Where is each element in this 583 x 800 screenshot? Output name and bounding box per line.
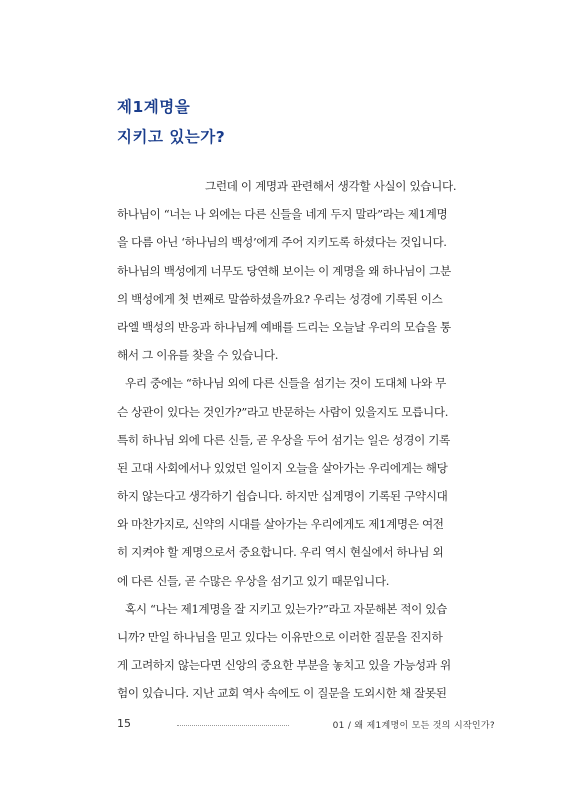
body-line: 니까? 만일 하나님을 믿고 있다는 이유만으로 이러한 질문을 진지하: [117, 630, 443, 644]
body-line: 험이 있습니다. 지난 교회 역사 속에도 이 질문을 도외시한 채 잘못된: [117, 686, 447, 701]
body-text: [117, 172, 480, 708]
running-head: 01 / 왜 제1계명이 모든 것의 시작인가?: [332, 721, 495, 731]
body-line: 하나님의 백성에게 너무도 당연해 보이는 이 계명을 왜 하나님이 그분: [117, 263, 451, 278]
body-line: 하나님이 “너는 나 외에는 다른 신들을 네게 두지 말라”라는 제1계명: [117, 207, 448, 222]
body-line: 우리 중에는 “하나님 외에 다른 신들을 섬기는 것이 도대체 나와 무: [125, 376, 447, 391]
body-line: 된 고대 사회에서나 있었던 일이지 오늘을 살아가는 우리에게는 해당: [117, 460, 448, 475]
body-line: 혹시 “나는 제1계명을 잘 지키고 있는가?”라고 자문해본 적이 있습: [125, 601, 447, 616]
body-line: 와 마찬가지로, 신약의 시대를 살아가는 우리에게도 제1계명은 여전: [117, 517, 444, 532]
body-line: 그런데 이 계명과 관련해서 생각할 사실이 있습니다.: [205, 179, 457, 193]
page-footer: [117, 717, 495, 733]
body-line: 라엘 백성의 반응과 하나님께 예배를 드리는 오늘날 우리의 모습을 통: [117, 319, 451, 334]
heading-line-1: 제1계명을: [117, 98, 191, 116]
chapter-heading: [117, 92, 225, 152]
body-line: 특히 하나님 외에 다른 신들, 곧 우상을 두어 섬기는 일은 성경이 기록: [117, 432, 450, 447]
heading-line-2: 지키고 있는가?: [117, 128, 226, 146]
body-line: 게 고려하지 않는다면 신앙의 중요한 부분을 놓치고 있을 가능성과 위: [117, 658, 451, 673]
body-line: 하지 않는다고 생각하기 쉽습니다. 하지만 십계명이 기록된 구약시대: [117, 489, 448, 504]
body-line: 해서 그 이유를 찾을 수 있습니다.: [117, 348, 279, 363]
body-line: 을 다름 아닌 ‘하나님의 백성’에게 주어 지키도록 하셨다는 것입니다.: [117, 235, 447, 250]
footer-divider: [177, 725, 289, 726]
body-line: 히 지켜야 할 계명으로서 중요합니다. 우리 역시 현실에서 하나님 외: [117, 545, 444, 560]
body-line: 의 백성에게 첫 번째로 말씀하셨을까요? 우리는 성경에 기록된 이스: [117, 291, 443, 306]
body-line: 슨 상관이 있다는 것인가?”라고 반문하는 사람이 있을지도 모릅니다.: [117, 404, 449, 419]
page-number: 15: [117, 717, 131, 730]
body-line: 에 다른 신들, 곧 수많은 우상을 섬기고 있기 때문입니다.: [117, 573, 390, 588]
